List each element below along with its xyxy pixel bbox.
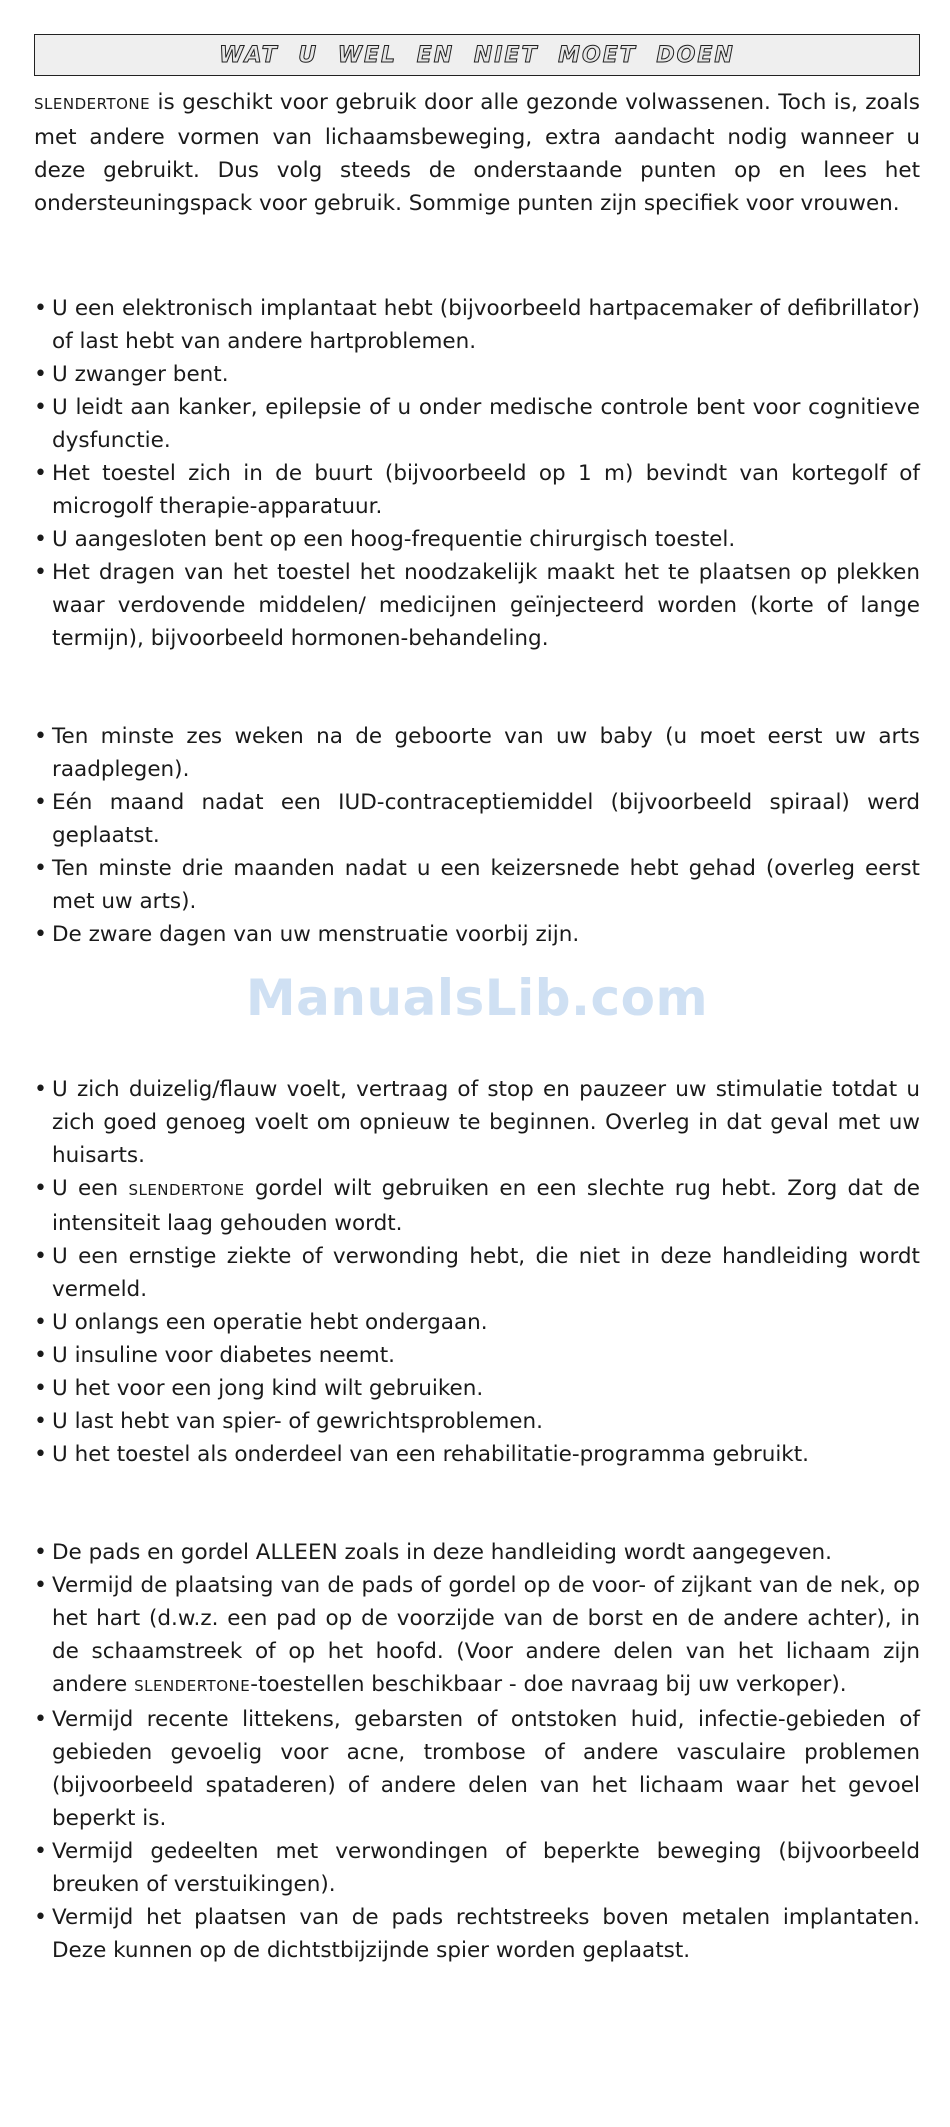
list-item-text: -toestellen beschikbaar - doe navraag bij uw verkoper).	[250, 1672, 847, 1697]
list-item: • Vermijd gedeelten met verwondingen of beperkte beweging (bijvoorbeeld breuken of verstuikingen).	[34, 1835, 920, 1901]
page-title: WAT U WEL EN NIET MOET DOEN	[219, 42, 735, 68]
list-item: • U aangesloten bent op een hoog-frequentie chirurgisch toestel.	[34, 523, 920, 556]
caution-list	[34, 1073, 920, 1471]
list-item: • U leidt aan kanker, epilepsie of u onder medische controle bent voor cognitieve dysfunctie.	[34, 391, 920, 457]
list-item	[34, 1172, 920, 1240]
list-item-text: U een	[52, 1176, 129, 1201]
pad-placement-list	[34, 1536, 920, 1967]
list-item: • U zwanger bent.	[34, 358, 920, 391]
document-page	[34, 34, 920, 1967]
section-title-box	[34, 34, 920, 76]
brand-name: SLENDERTONE	[134, 1677, 251, 1695]
watermark-text: ManualsLib.com	[245, 969, 709, 1027]
list-item: • Vermijd het plaatsen van de pads rechtstreeks boven metalen implantaten. Deze kunnen op de dichtstbijzijnde spier worden geplaatst.	[34, 1901, 920, 1967]
list-item: • Het dragen van het toestel het noodzakelijk maakt het te plaatsen op plekken waar verdovende middelen/ medicijnen geïnjecteerd worden (korte of lange termijn), bijvoorbeeld hormonen-behandeling.	[34, 556, 920, 655]
women-wait-list	[34, 720, 920, 951]
list-item: • De zware dagen van uw menstruatie voorbij zijn.	[34, 918, 920, 951]
contraindications-list	[34, 292, 920, 655]
spacer	[34, 1471, 920, 1536]
brand-name: SLENDERTONE	[128, 1181, 245, 1199]
list-item: • De pads en gordel ALLEEN zoals in deze handleiding wordt aangegeven.	[34, 1536, 920, 1569]
brand-name: SLENDERTONE	[34, 95, 151, 113]
list-item: • U een elektronisch implantaat hebt (bijvoorbeeld hartpacemaker of defibrillator) of last hebt van andere hartproblemen.	[34, 292, 920, 358]
list-item: • U het toestel als onderdeel van een rehabilitatie-programma gebruikt.	[34, 1438, 920, 1471]
list-item	[34, 1569, 920, 1703]
list-item: • Vermijd recente littekens, gebarsten of ontstoken huid, infectie-gebieden of gebieden gevoelig voor acne, trombose of andere vasculaire problemen (bijvoorbeeld spataderen) of andere delen van het lichaam waar het gevoel beperkt is.	[34, 1703, 920, 1835]
list-item: • U last hebt van spier- of gewrichtsproblemen.	[34, 1405, 920, 1438]
list-item: • U het voor een jong kind wilt gebruiken.	[34, 1372, 920, 1405]
list-item: • U onlangs een operatie hebt ondergaan.	[34, 1306, 920, 1339]
list-item: • Het toestel zich in de buurt (bijvoorbeeld op 1 m) bevindt van kortegolf of microgolf therapie-apparatuur.	[34, 457, 920, 523]
list-item: • Ten minste zes weken na de geboorte van uw baby (u moet eerst uw arts raadplegen).	[34, 720, 920, 786]
intro-text: is geschikt voor gebruik door alle gezonde volwassenen. Toch is, zoals met andere vormen van lichaamsbeweging, extra aandacht nodig wanneer u deze gebruikt. Dus volg steeds de onderstaande punten op en lees het ondersteuningspack voor gebruik. Sommige punten zijn specifiek voor vrouwen.	[34, 90, 920, 216]
spacer	[34, 220, 920, 292]
list-item: • Ten minste drie maanden nadat u een keizersnede hebt gehad (overleg eerst met uw arts).	[34, 852, 920, 918]
list-item: • U zich duizelig/flauw voelt, vertraag of stop en pauzeer uw stimulatie totdat u zich goed genoeg voelt om opnieuw te beginnen. Overleg in dat geval met uw huisarts.	[34, 1073, 920, 1172]
list-item: • U een ernstige ziekte of verwonding hebt, die niet in deze handleiding wordt vermeld.	[34, 1240, 920, 1306]
list-item: • U insuline voor diabetes neemt.	[34, 1339, 920, 1372]
intro-paragraph	[34, 86, 920, 220]
list-item: • Eén maand nadat een IUD-contraceptiemiddel (bijvoorbeeld spiraal) werd geplaatst.	[34, 786, 920, 852]
list-item-text: Vermijd de plaatsing van de pads of gordel op de voor- of zijkant van de nek, op het hart (d.w.z. een pad op de voorzijde van de borst en de andere achter), in de schaamstreek of op het hoofd. (Voor andere delen van het lichaam zijn andere	[52, 1573, 920, 1697]
spacer	[34, 655, 920, 720]
list-item-text: gordel wilt gebruiken en een slechte rug hebt. Zorg dat de intensiteit laag gehouden wordt.	[52, 1176, 920, 1236]
watermark-row	[34, 951, 920, 1073]
